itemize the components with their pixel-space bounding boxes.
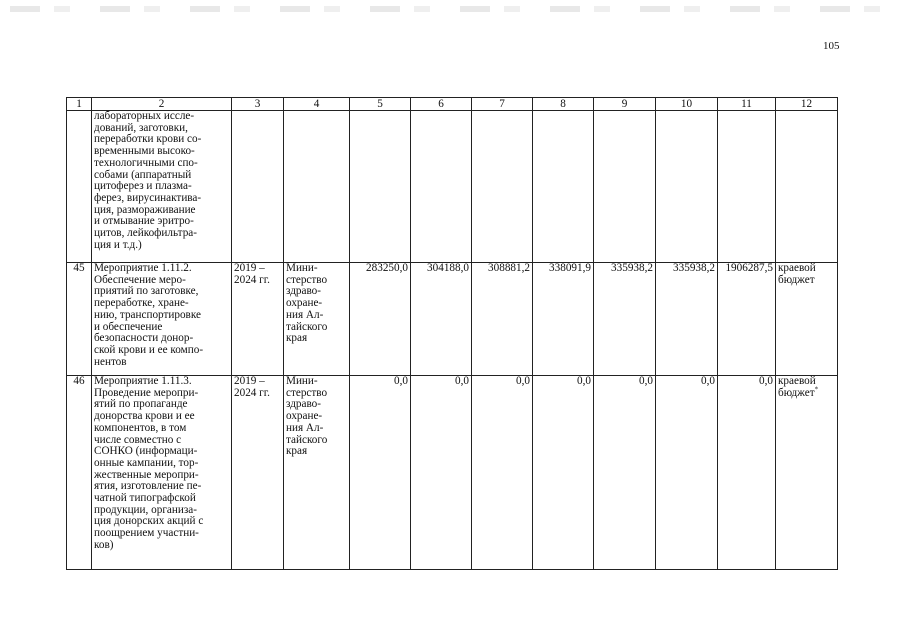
source-cell [776,376,838,570]
value-cell [533,111,594,263]
value-cell-2021: 0,0 [472,376,533,570]
executor-cell: Мини- стерство здраво- охране- ния Ал- тайского края [284,263,350,376]
row-number-cell: 46 [67,376,92,570]
value-cell-2020: 304188,0 [411,263,472,376]
value-cell [472,111,533,263]
description-cell: лабораторных иссле- дований, заготовки, переработки крови со- временными высоко- технологичными спо- собами (аппаратный цитоферез и плазма- ферез, вирусинактива- ция, размораживание и отмывание эритро- цитов, лейкофильтра- ция и т.д.) [92,111,232,263]
value-cell-total: 1906287,5 [718,263,776,376]
value-cell [656,111,718,263]
table-row-45 [67,263,838,376]
header-cell-9: 9 [594,98,656,111]
period-cell: 2019 – 2024 гг. [232,376,284,570]
header-cell-10: 10 [656,98,718,111]
source-cell [776,263,838,376]
value-cell-2019: 0,0 [350,376,411,570]
value-cell [718,111,776,263]
header-cell-1: 1 [67,98,92,111]
value-cell [350,111,411,263]
header-cell-4: 4 [284,98,350,111]
value-cell [411,111,472,263]
value-cell-2023: 0,0 [594,376,656,570]
header-cell-11: 11 [718,98,776,111]
source-mark: * [814,384,819,393]
header-cell-2: 2 [92,98,232,111]
value-cell-2022: 338091,9 [533,263,594,376]
value-cell-2024: 335938,2 [656,263,718,376]
scan-artifact [10,6,890,12]
table-row-46 [67,376,838,570]
header-cell-5: 5 [350,98,411,111]
executor-cell [284,111,350,263]
header-cell-3: 3 [232,98,284,111]
row-number-cell: 45 [67,263,92,376]
source-text: краевой бюджет [778,375,816,399]
value-cell [594,111,656,263]
header-cell-6: 6 [411,98,472,111]
value-cell-2021: 308881,2 [472,263,533,376]
value-cell-2020: 0,0 [411,376,472,570]
description-cell: Мероприятие 1.11.3. Проведение меропри- ятий по пропаганде донорства крови и ее компонентов, в том числе совместно с СОНКО (информаци- онные кампании, тор- жественные меропри- ятия, изготовление пе- чатной типографской продукции, организа- ция донорских акций с поощрением участни- ков) [92,376,232,570]
executor-cell: Мини- стерство здраво- охране- ния Ал- тайского края [284,376,350,570]
value-cell-2023: 335938,2 [594,263,656,376]
table-row-continuation [67,111,838,263]
source-text: краевой бюджет [778,262,816,286]
value-cell-2024: 0,0 [656,376,718,570]
row-number-cell [67,111,92,263]
value-cell-total: 0,0 [718,376,776,570]
page-number: 105 [823,40,840,52]
header-cell-7: 7 [472,98,533,111]
header-cell-8: 8 [533,98,594,111]
description-cell: Мероприятие 1.11.2. Обеспечение меро- приятий по заготовке, переработке, хране- нию, транспортировке и обеспечение безопасности донор- ской крови и ее компо- нентов [92,263,232,376]
header-cell-12: 12 [776,98,838,111]
source-cell [776,111,838,263]
value-cell-2022: 0,0 [533,376,594,570]
header-row [67,98,838,111]
budget-table [66,97,838,570]
value-cell-2019: 283250,0 [350,263,411,376]
period-cell: 2019 – 2024 гг. [232,263,284,376]
period-cell [232,111,284,263]
